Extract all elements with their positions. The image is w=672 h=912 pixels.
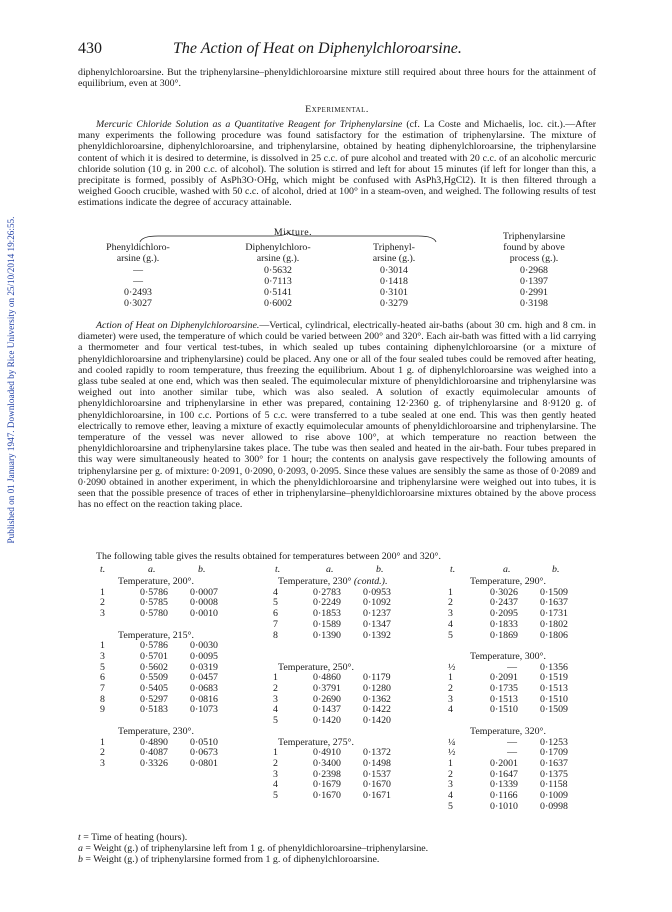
- page-header: [78, 40, 596, 60]
- note-line: [78, 843, 596, 854]
- time-cell: 2: [100, 747, 105, 759]
- table1-header: Phenyldichloro- arsine (g.).: [106, 242, 170, 264]
- note-symbol: b: [78, 854, 83, 865]
- a-value-cell: 0·1869: [490, 629, 518, 641]
- a-value-cell: 0·1589: [313, 618, 341, 630]
- a-value-cell: 0·1437: [313, 704, 341, 716]
- table2-col-header: b.: [552, 564, 560, 575]
- table1-cell: 0·3279: [380, 298, 408, 309]
- b-value-cell: 0·0510: [190, 736, 218, 748]
- paragraph-mercuric: [78, 119, 596, 209]
- time-cell: 4: [448, 790, 453, 801]
- a-value-cell: 0·2690: [313, 693, 341, 705]
- time-cell: 2: [448, 768, 453, 780]
- b-value-cell: 0·0010: [190, 608, 218, 620]
- time-cell: 1: [100, 736, 105, 748]
- a-value-cell: 0·2398: [313, 768, 341, 780]
- time-cell: ½: [448, 661, 456, 673]
- table1-cell: 0·5632: [264, 265, 292, 276]
- note-symbol: t: [78, 832, 81, 843]
- a-value-cell: 0·5701: [140, 650, 168, 662]
- time-cell: 2: [100, 597, 105, 609]
- time-cell: 3: [448, 779, 453, 791]
- time-cell: 2: [273, 757, 278, 769]
- a-value-cell: 0·1647: [490, 768, 518, 780]
- b-value-cell: 0·1253: [540, 736, 568, 748]
- b-value-cell: 0·1237: [363, 608, 391, 620]
- table1-cell: 0·5141: [264, 287, 292, 298]
- time-cell: 2: [448, 683, 453, 694]
- a-value-cell: 0·4890: [140, 736, 168, 748]
- a-value-cell: 0·4910: [313, 747, 341, 759]
- b-value-cell: 0·1510: [540, 693, 568, 705]
- paragraph-lead: Action of Heat on Diphenylchloroarsine.: [96, 320, 260, 331]
- table2-col-header: a.: [148, 564, 156, 575]
- time-cell: 7: [273, 618, 278, 630]
- a-value-cell: 0·5602: [140, 661, 168, 673]
- a-value-cell: 0·2783: [313, 586, 341, 598]
- mixture-label: Mixture.: [273, 227, 313, 238]
- paragraph-table-intro: The following table gives the results obtained for temperatures between 200° and 320°.: [96, 551, 441, 562]
- time-cell: ¼: [448, 736, 456, 748]
- temperature-heading: Temperature, 300°.: [470, 650, 546, 662]
- b-value-cell: 0·1509: [540, 586, 568, 598]
- time-cell: 5: [273, 715, 278, 727]
- a-value-cell: 0·3026: [490, 586, 518, 598]
- publication-note: Published on 01 January 1947. Downloaded by Rice University on 25/10/2014 19:26:55.: [6, 216, 16, 544]
- table1-cell: 0·2968: [520, 265, 548, 276]
- table2-col-header: b.: [376, 564, 384, 575]
- time-cell: 3: [273, 693, 278, 705]
- b-value-cell: 0·1671: [363, 790, 391, 801]
- note-symbol: a: [78, 843, 83, 854]
- time-cell: ½: [448, 747, 456, 759]
- a-value-cell: 0·5405: [140, 683, 168, 694]
- table1-cell: 0·3198: [520, 298, 548, 309]
- temperature-heading: Temperature, 290°.: [470, 576, 546, 587]
- b-value-cell: 0·1422: [363, 704, 391, 716]
- time-cell: 1: [273, 672, 278, 684]
- b-value-cell: 0·1347: [363, 618, 391, 630]
- temperature-heading: [278, 576, 387, 587]
- b-value-cell: 0·1802: [540, 618, 568, 630]
- a-value-cell: 0·1735: [490, 683, 518, 694]
- note-text: = Time of heating (hours).: [80, 832, 188, 843]
- a-value-cell: 0·5785: [140, 597, 168, 609]
- table1-cell: 0·2493: [124, 287, 152, 298]
- a-value-cell: 0·4860: [313, 672, 341, 684]
- note-line: [78, 854, 596, 865]
- table2-col-header: a.: [326, 564, 334, 575]
- b-value-cell: 0·1806: [540, 629, 568, 641]
- b-value-cell: 0·0673: [190, 747, 218, 759]
- a-value-cell: 0·1339: [490, 779, 518, 791]
- b-value-cell: 0·0457: [190, 672, 218, 684]
- table1-header: Triphenyl- arsine (g.).: [372, 242, 416, 264]
- time-cell: 3: [448, 608, 453, 620]
- a-value-cell: 0·5780: [140, 608, 168, 620]
- note-line: [78, 832, 596, 843]
- table1-cell: 0·3027: [124, 298, 152, 309]
- time-cell: 3: [100, 650, 105, 662]
- table1-cell: —: [133, 276, 143, 287]
- b-value-cell: 0·1179: [363, 672, 391, 684]
- time-cell: 4: [273, 779, 278, 791]
- b-value-cell: 0·0095: [190, 650, 218, 662]
- time-cell: 3: [100, 757, 105, 769]
- time-cell: 6: [273, 608, 278, 620]
- time-cell: 2: [273, 683, 278, 694]
- table1-header: Diphenylchloro- arsine (g.).: [245, 242, 311, 264]
- temperature-heading: Temperature, 250°.: [278, 661, 354, 673]
- a-value-cell: 0·1510: [490, 704, 518, 716]
- temperature-heading: Temperature, 200°.: [118, 576, 194, 587]
- time-cell: 1: [100, 586, 105, 598]
- time-cell: 1: [448, 672, 453, 684]
- table1-cell: 0·7113: [264, 276, 292, 287]
- table2-col-header: t.: [450, 564, 456, 575]
- a-value-cell: 0·2249: [313, 597, 341, 609]
- table2-col-header: b.: [198, 564, 206, 575]
- b-value-cell: 0·1637: [540, 757, 568, 769]
- b-value-cell: 0·0319: [190, 661, 218, 673]
- a-value-cell: —: [507, 661, 517, 673]
- time-cell: 5: [273, 597, 278, 609]
- a-value-cell: 0·2001: [490, 757, 518, 769]
- table1-cell: 0·3014: [380, 265, 408, 276]
- b-value-cell: 0·0007: [190, 586, 218, 598]
- time-cell: 4: [448, 618, 453, 630]
- time-cell: 9: [100, 704, 105, 716]
- table-notes: [78, 832, 596, 865]
- temperature-heading: Temperature, 320°.: [470, 725, 546, 737]
- time-cell: 4: [273, 586, 278, 598]
- b-value-cell: 0·0801: [190, 757, 218, 769]
- table1-cell: —: [133, 265, 143, 276]
- table1-cell: 0·3101: [380, 287, 408, 298]
- time-cell: 6: [100, 672, 105, 684]
- accuracy-table: [78, 229, 596, 313]
- b-value-cell: 0·1356: [540, 661, 568, 673]
- a-value-cell: 0·2095: [490, 608, 518, 620]
- temperature-heading-end: .: [384, 576, 388, 587]
- b-value-cell: 0·1073: [190, 704, 218, 716]
- a-value-cell: 0·5183: [140, 704, 168, 716]
- note-text: = Weight (g.) of triphenylarsine formed from 1 g. of diphenylchloroarsine.: [82, 854, 380, 865]
- note-text: = Weight (g.) of triphenylarsine left from 1 g. of phenyldichloroarsine–triphenylarsine.: [82, 843, 429, 854]
- time-cell: 3: [448, 693, 453, 705]
- time-cell: 5: [100, 661, 105, 673]
- table1-cell: 0·1397: [520, 276, 548, 287]
- time-cell: 2: [448, 597, 453, 609]
- table1-cell: 0·1418: [380, 276, 408, 287]
- time-cell: 4: [273, 704, 278, 716]
- time-cell: 3: [100, 608, 105, 620]
- b-value-cell: 0·1670: [363, 779, 391, 791]
- a-value-cell: 0·3791: [313, 683, 341, 694]
- page-number: 430: [78, 40, 102, 57]
- table1-cell: 0·6002: [264, 298, 292, 309]
- b-value-cell: 0·1637: [540, 597, 568, 609]
- a-value-cell: 0·1833: [490, 618, 518, 630]
- a-value-cell: 0·1010: [490, 800, 518, 812]
- time-cell: 1: [448, 586, 453, 598]
- table2-col-header: a.: [503, 564, 511, 575]
- paragraph-body: (cf. La Coste and Michaelis, loc. cit.).—After many experiments the following procedure was found satisfactory for the estimation of triphenylarsine. The mixture of phenyldichloroarsine, diphenylchloroarsine, and triphenylarsine, obtained by heating diphenylchloroarsine, the triphenylarsine content of which it is desired to determine, is dissolved in 25 c.c. of pure alcohol and treated with 20 c.c. of an alcoholic mercuric chloride solution (10 g. in 200 c.c. of alcohol). The solution is stirred and left for about 15 minutes (if left for longer than this, a precipitate is formed, possibly of AsPh3O·OHg, which might be confused with AsPh3,HgCl2). It is then filtered through a weighed Gooch crucible, washed with 50 c.c. of alcohol, dried at 100° in a steam-oven, and weighed. The following results of test estimations indicate the degree of accuracy attainable.: [78, 119, 596, 209]
- b-value-cell: 0·1513: [540, 683, 568, 694]
- b-value-cell: 0·0683: [190, 683, 218, 694]
- a-value-cell: 0·2437: [490, 597, 518, 609]
- a-value-cell: 0·1679: [313, 779, 341, 791]
- a-value-cell: 0·5509: [140, 672, 168, 684]
- time-cell: 8: [273, 629, 278, 641]
- publication-sidebar: [4, 120, 18, 640]
- b-value-cell: 0·1537: [363, 768, 391, 780]
- time-cell: 5: [448, 629, 453, 641]
- table2-col-header: t.: [275, 564, 281, 575]
- time-cell: 1: [448, 757, 453, 769]
- a-value-cell: 0·2091: [490, 672, 518, 684]
- temperature-heading: Temperature, 215°.: [118, 629, 194, 641]
- time-cell: 7: [100, 683, 105, 694]
- a-value-cell: 0·1420: [313, 715, 341, 727]
- a-value-cell: —: [507, 747, 517, 759]
- b-value-cell: 0·1372: [363, 747, 391, 759]
- b-value-cell: 0·1709: [540, 747, 568, 759]
- time-cell: 5: [448, 800, 453, 812]
- b-value-cell: 0·1375: [540, 768, 568, 780]
- temperature-heading: Temperature, 230°.: [118, 725, 194, 737]
- paragraph-action-of-heat: [78, 320, 596, 510]
- b-value-cell: 0·0998: [540, 800, 568, 812]
- table2-col-header: t.: [100, 564, 106, 575]
- section-heading: Experimental.: [305, 104, 369, 115]
- a-value-cell: —: [507, 736, 517, 748]
- opening-text: diphenylchloroarsine. But the triphenylarsine–phenyldichloroarsine mixture still required about three hours for the attainment of equilibrium, even at 300°.: [78, 67, 596, 90]
- table1-header: Triphenylarsine found by above process (g.).: [502, 231, 566, 264]
- time-cell: 1: [273, 747, 278, 759]
- running-title: The Action of Heat on Diphenylchloroarsine.: [173, 40, 462, 57]
- b-value-cell: 0·1519: [540, 672, 568, 684]
- table1-cell: 0·2991: [520, 287, 548, 298]
- b-value-cell: 0·0953: [363, 586, 391, 598]
- temperature-heading-text: Temperature, 230°: [278, 576, 354, 587]
- b-value-cell: 0·1158: [540, 779, 568, 791]
- a-value-cell: 0·5786: [140, 640, 168, 652]
- temperature-heading: Temperature, 275°.: [278, 736, 354, 748]
- b-value-cell: 0·1498: [363, 757, 391, 769]
- a-value-cell: 0·5297: [140, 693, 168, 705]
- a-value-cell: 0·1166: [490, 790, 518, 801]
- b-value-cell: 0·1420: [363, 715, 391, 727]
- a-value-cell: 0·3400: [313, 757, 341, 769]
- a-value-cell: 0·1670: [313, 790, 341, 801]
- b-value-cell: 0·1009: [540, 790, 568, 801]
- b-value-cell: 0·1509: [540, 704, 568, 716]
- time-cell: 5: [273, 790, 278, 801]
- b-value-cell: 0·0030: [190, 640, 218, 652]
- a-value-cell: 0·1513: [490, 693, 518, 705]
- a-value-cell: 0·4087: [140, 747, 168, 759]
- a-value-cell: 0·1853: [313, 608, 341, 620]
- b-value-cell: 0·1731: [540, 608, 568, 620]
- paragraph-body: —Vertical, cylindrical, electrically-heated air-baths (about 30 cm. high and 8 cm. in diameter) were used, the temperature of which could be varied between 200° and 320°. Each air-bath was fitted with a lid carrying a thermometer and four vertical test-tubes, in which sealed up tubes containing diphenylchloroarsine (or a mixture of phenyldichloroarsine and triphenylarsine) could be placed. Any one or all of the four sealed tubes could be removed after heating, and cooled rapidly to room temperature, thus freezing the equilibrium. About 1 g. of diphenylchloroarsine was weighed into a glass tube sealed at one end, which was then sealed. The equimolecular mixture of phenyldichloroarsine and triphenylarsine was weighed out into another similar tube, which was also sealed. A solution of exactly equimolecular amounts of phenyldichloroarsine and triphenylarsine in ether was prepared, containing 12·2360 g. of triphenylarsine and 8·9120 g. of phenyldichloroarsine, in 100 c.c. Portions of 5 c.c. were transferred to a tube sealed at one end. This was then gently heated electrically to remove ether, leaving a mixture of exactly equimolecular amounts of phenyldichloroarsine and triphenylarsine. The temperature of the vessel was never allowed to rise above 100°, at which temperature no reaction between the phenyldichloroarsine and triphenylarsine takes place. The tube was then sealed and heated in the air-bath. Four tubes prepared in this way were simultaneously heated to 300° for 1 hour; the contents on analysis gave respectively the following amounts of triphenylarsine per g. of mixture: 0·2091, 0·2090, 0·2093, 0·2095. Since these values are sensibly the same as those of 0·2089 and 0·2090 obtained in another experiment, in which the phenyldichloroarsine and triphenylarsine were weighed out into tubes, it is seen that the possible presence of traces of ether in triphenylarsine–phenyldichloroarsine mixtures obtained by the above process has no effect on the reaction taking place.: [78, 320, 596, 511]
- time-cell: 3: [273, 768, 278, 780]
- b-value-cell: 0·0008: [190, 597, 218, 609]
- paragraph-lead: Mercuric Chloride Solution as a Quantitative Reagent for Triphenylarsine: [96, 119, 403, 130]
- b-value-cell: 0·1280: [363, 683, 391, 694]
- b-value-cell: 0·1392: [363, 629, 391, 641]
- a-value-cell: 0·5786: [140, 586, 168, 598]
- a-value-cell: 0·3326: [140, 757, 168, 769]
- b-value-cell: 0·1362: [363, 693, 391, 705]
- contd-label: (contd.): [353, 576, 385, 587]
- time-cell: 4: [448, 704, 453, 716]
- time-cell: 1: [100, 640, 105, 652]
- time-cell: 8: [100, 693, 105, 705]
- b-value-cell: 0·0816: [190, 693, 218, 705]
- b-value-cell: 0·1092: [363, 597, 391, 609]
- a-value-cell: 0·1390: [313, 629, 341, 641]
